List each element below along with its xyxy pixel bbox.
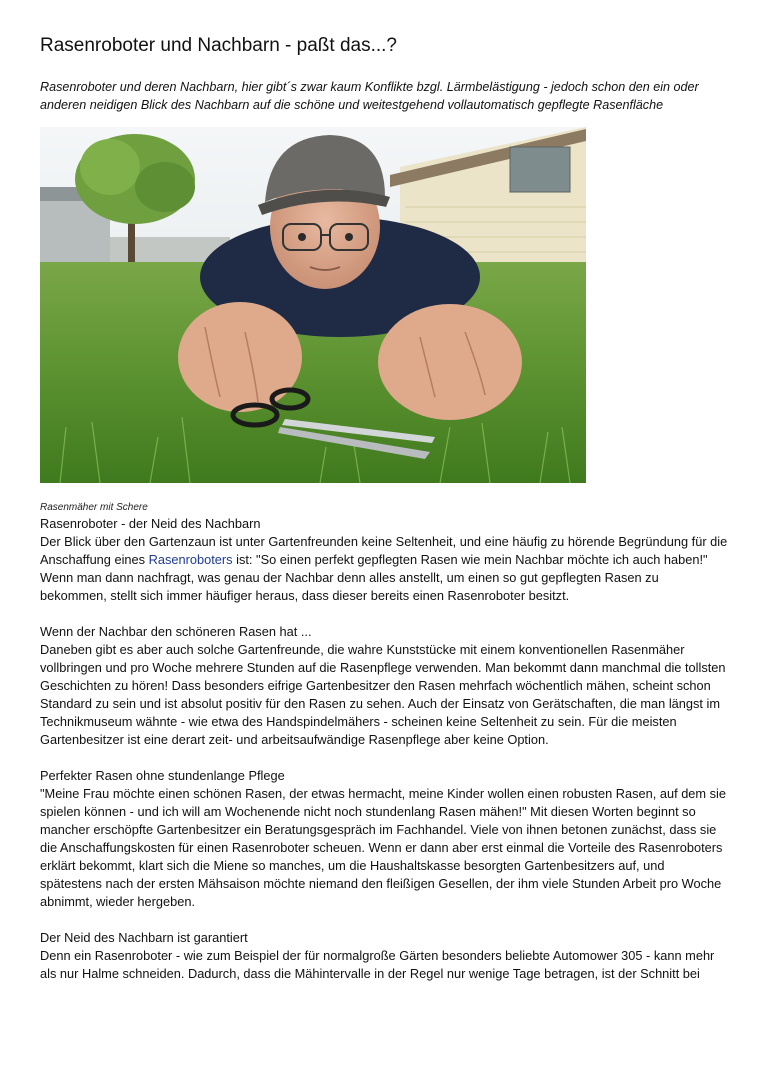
paragraph-gap — [40, 605, 728, 623]
article-title: Rasenroboter und Nachbarn - paßt das...? — [40, 35, 397, 56]
section-heading: Rasenroboter - der Neid des Nachbarn — [40, 516, 261, 531]
article-photo — [40, 127, 586, 483]
section-text: ist: "So einen perfekt gepflegten Rasen wie mein Nachbar möchte ich auch haben!" Wenn man dann nachfragt, was genau der Nachbar denn alles anstellt, um einen so gut gepflegten Rasen zu bekommen, stellt sich immer häufiger heraus, dass dieser bereits einen Rasenroboter besitzt. — [40, 552, 708, 603]
section-heading: Wenn der Nachbar den schöneren Rasen hat ... — [40, 624, 312, 639]
article-intro: Rasenroboter und deren Nachbarn, hier gibt´s zwar kaum Konflikte bzgl. Lärmbelästigung - jedoch schon den ein oder anderen neidigen Blick des Nachbarn auf die schöne und weitestgehend vollautomatisch gepflegte Rasenfläche — [40, 80, 699, 112]
rasenroboter-link[interactable]: Rasenroboters — [148, 552, 233, 567]
paragraph-gap — [40, 749, 728, 767]
paragraph-gap — [40, 911, 728, 929]
section-perfekter-rasen — [40, 767, 728, 911]
section-neid — [40, 515, 728, 605]
section-text: Daneben gibt es aber auch solche Gartenfreunde, die wahre Kunststücke mit einem konventionellen Rasenmäher vollbringen und pro Woche mehrere Stunden auf die Rasenpflege verwenden. Man bekommt dann manchmal die tollsten Geschichten zu hören! Dass besonders eifrige Gartenbesitzer den Rasen mehrfach wöchentlich mähen, scheint schon Standard zu sein und ist absolut positiv für den Rasen zu sehen. Auch der Einsatz von Gerätschaften, die man längst im Technikmuseum wähnte - wie etwa des Handspindelmähers - scheinen keine Seltenheit zu sein. Für die meisten Gartenbesitzer ist eine derart zeit- und arbeitsaufwändige Rasenpflege aber keine Option. — [40, 642, 726, 747]
section-heading: Perfekter Rasen ohne stundenlange Pflege — [40, 768, 285, 783]
section-heading: Der Neid des Nachbarn ist garantiert — [40, 930, 248, 945]
section-neid-garantiert — [40, 929, 728, 983]
image-caption: Rasenmäher mit Schere — [40, 502, 148, 513]
section-schoener-rasen — [40, 623, 728, 749]
section-text: "Meine Frau möchte einen schönen Rasen, der etwas hermacht, meine Kinder wollen einen robusten Rasen, auf dem sie spielen können - und ich will am Wochenende nicht noch stundenlang Rasen mähen!" Mit diesen Worten beginnt so mancher erschöpfte Gartenbesitzer ein Beratungsgespräch im Fachhandel. Viele von ihnen betonen zunächst, dass sie die Anschaffungskosten für einen Rasenroboter scheuen. Wenn er dann aber erst einmal die Vorteile des Rasenroboters erklärt bekommt, klart sich die Miene so manches, um die Haushaltskasse besorgten Gartenbesitzers auf, und spätestens nach der ersten Mähsaison möchte niemand den fleißigen Gesellen, der ihm viele Stunden Arbeit pro Woche abnimmt, wieder hergeben. — [40, 786, 727, 909]
article-body — [40, 515, 728, 983]
section-text: Der Blick über den Gartenzaun ist unter Gartenfreunden keine Seltenheit, und eine häufig zu hörende Begründung für die Anschaffung eines — [40, 534, 728, 567]
section-text: Denn ein Rasenroboter - wie zum Beispiel der für normalgroße Gärten besonders beliebte Automower 305 - kann mehr als nur Halme schneiden. Dadurch, dass die Mähintervalle in der Regel nur wenige Tage betragen, ist der Schnitt bei — [40, 948, 715, 981]
